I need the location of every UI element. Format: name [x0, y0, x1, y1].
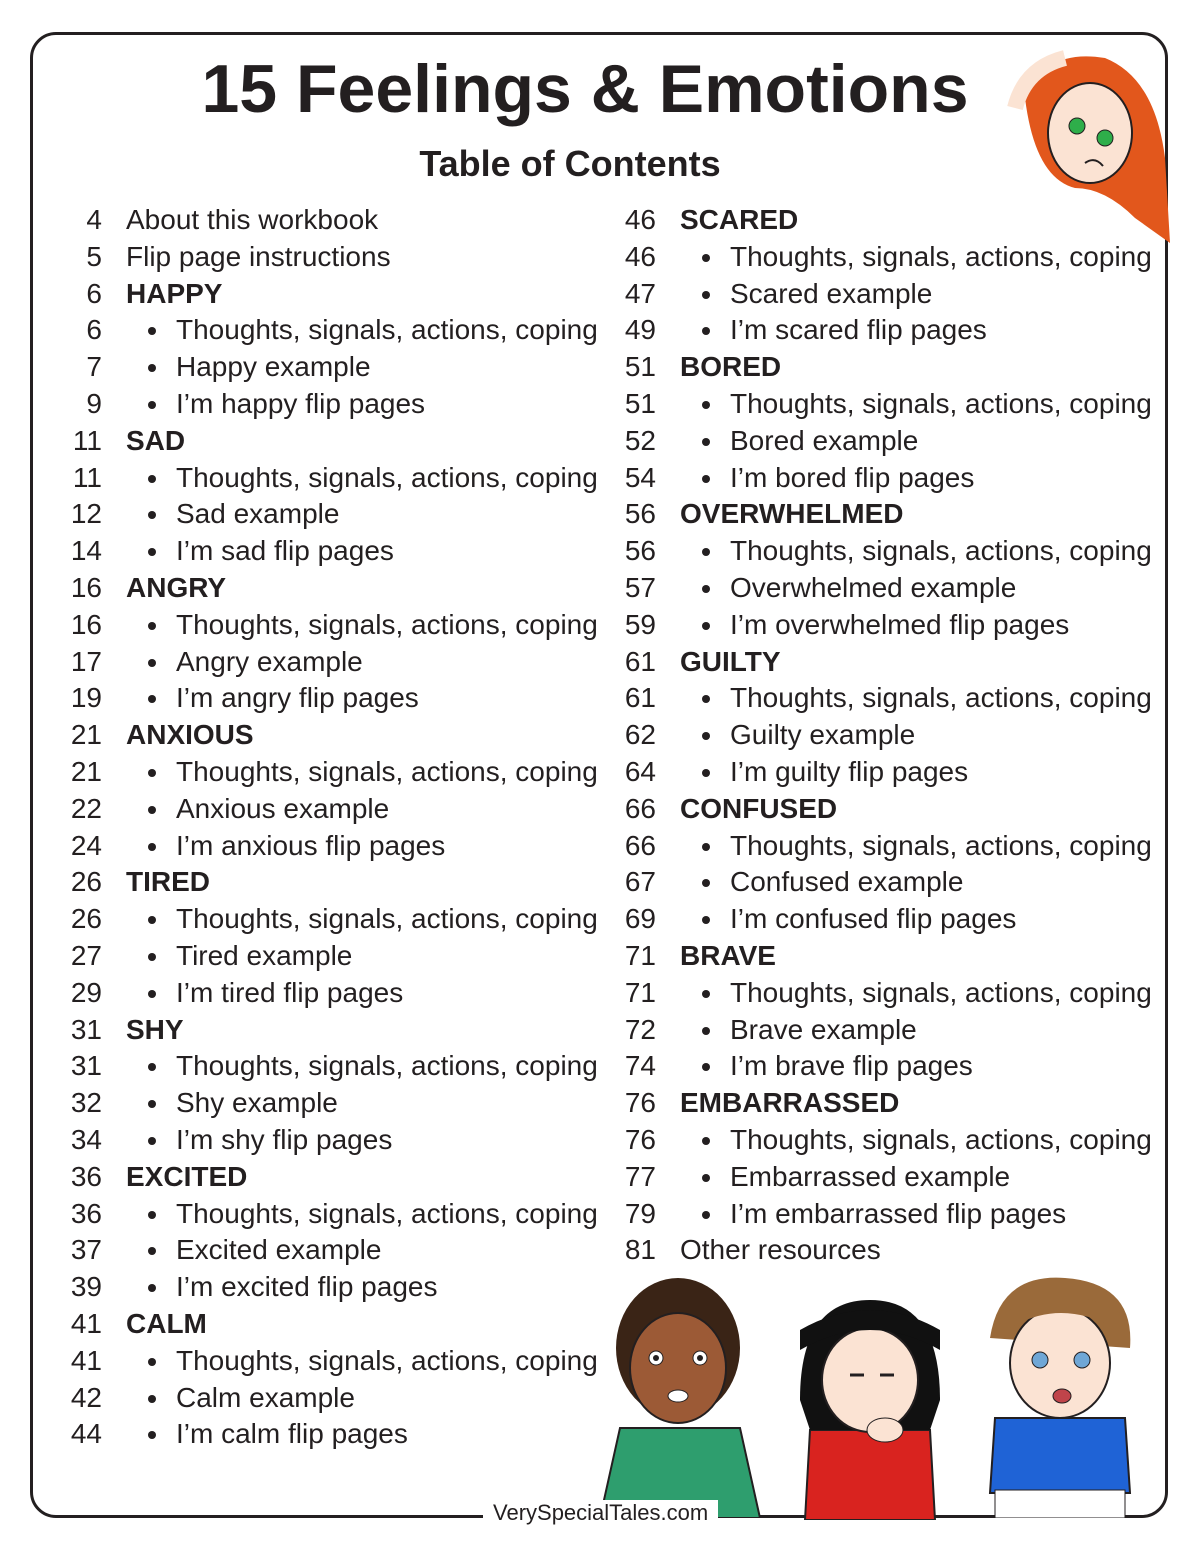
toc-page-number: 41	[70, 1307, 102, 1339]
toc-entry-label: BRAVE	[680, 939, 776, 971]
bullet-icon	[148, 990, 156, 998]
toc-page-number: 36	[70, 1197, 102, 1229]
toc-page-number: 66	[624, 829, 656, 861]
toc-page-number: 61	[624, 682, 656, 714]
toc-page-number: 9	[86, 387, 102, 419]
bullet-icon	[702, 1137, 710, 1145]
toc-page-number: 57	[624, 571, 656, 603]
toc-entry-label: ANGRY	[126, 571, 227, 603]
toc-page-number: 59	[624, 608, 656, 640]
bullet-icon	[148, 1358, 156, 1366]
scared-boy-blue-shirt-illustration	[970, 1268, 1150, 1518]
bullet-icon	[702, 1027, 710, 1035]
toc-page-number: 12	[70, 498, 102, 530]
toc-entry-label: Thoughts, signals, actions, coping	[176, 1344, 598, 1376]
toc-entry-label: Shy example	[176, 1087, 338, 1119]
toc-entry-label: I’m excited flip pages	[176, 1271, 438, 1303]
toc-page-number: 19	[70, 682, 102, 714]
toc-page-number: 6	[86, 314, 102, 346]
toc-entry-label: I’m shy flip pages	[176, 1123, 393, 1155]
bullet-icon	[702, 401, 710, 409]
bullet-icon	[702, 622, 710, 630]
toc-entry-label: Thoughts, signals, actions, coping	[176, 755, 598, 787]
toc-page-number: 22	[70, 792, 102, 824]
toc-entry-label: SHY	[126, 1013, 184, 1045]
toc-page-number: 24	[70, 829, 102, 861]
toc-entry-label: HAPPY	[126, 277, 223, 309]
toc-page-number: 66	[624, 792, 656, 824]
toc-entry-label: Scared example	[730, 277, 933, 309]
toc-entry-label: Thoughts, signals, actions, coping	[730, 682, 1152, 714]
toc-entry-label: Excited example	[176, 1234, 382, 1266]
toc-page-number: 34	[70, 1123, 102, 1155]
bullet-icon	[148, 401, 156, 409]
toc-page-number: 76	[624, 1087, 656, 1119]
bullet-icon	[148, 806, 156, 814]
toc-entry-label: Thoughts, signals, actions, coping	[176, 314, 598, 346]
page-subtitle: Table of Contents	[419, 143, 721, 184]
bullet-icon	[702, 291, 710, 299]
toc-page-number: 32	[70, 1087, 102, 1119]
toc-entry-label: I’m angry flip pages	[176, 682, 419, 714]
toc-page-number: 21	[70, 755, 102, 787]
bullet-icon	[148, 1211, 156, 1219]
toc-page-number: 47	[624, 277, 656, 309]
toc-page-number: 81	[624, 1234, 656, 1266]
toc-page-number: 67	[624, 866, 656, 898]
bullet-icon	[702, 254, 710, 262]
toc-entry-label: Thoughts, signals, actions, coping	[730, 976, 1152, 1008]
toc-entry-label: I’m confused flip pages	[730, 903, 1017, 935]
toc-entry-label: Thoughts, signals, actions, coping	[176, 461, 598, 493]
bullet-icon	[702, 769, 710, 777]
toc-entry-label: Embarrassed example	[730, 1160, 1011, 1192]
toc-entry-label: ANXIOUS	[126, 719, 254, 751]
toc-page-number: 41	[70, 1344, 102, 1376]
toc-entry-label: Thoughts, signals, actions, coping	[176, 608, 598, 640]
toc-entry-label: I’m anxious flip pages	[176, 829, 446, 861]
page-title: 15 Feelings & Emotions	[201, 51, 969, 127]
toc-entry-label: Sad example	[176, 498, 340, 530]
toc-entry-label: I’m guilty flip pages	[730, 755, 969, 787]
toc-entry-label: Thoughts, signals, actions, coping	[730, 240, 1152, 272]
toc-entry-label: Confused example	[730, 866, 964, 898]
bullet-icon	[148, 475, 156, 483]
bullet-icon	[148, 769, 156, 777]
toc-page-number: 62	[624, 719, 656, 751]
toc-page-number: 44	[70, 1418, 102, 1450]
toc-page-number: 31	[70, 1013, 102, 1045]
toc-page-number: 54	[624, 461, 656, 493]
bullet-icon	[148, 953, 156, 961]
toc-entry-label: TIRED	[126, 866, 210, 898]
thinking-girl-red-shirt-illustration	[790, 1290, 950, 1520]
toc-entry-label: Thoughts, signals, actions, coping	[730, 829, 1152, 861]
toc-page-number: 37	[70, 1234, 102, 1266]
toc-entry-label: Thoughts, signals, actions, coping	[730, 535, 1152, 567]
toc-entry-label: Thoughts, signals, actions, coping	[176, 903, 598, 935]
bullet-icon	[702, 475, 710, 483]
worried-boy-green-shirt-illustration	[590, 1268, 780, 1518]
toc-page-number: 56	[624, 535, 656, 567]
toc-page-number: 52	[624, 424, 656, 456]
toc-page-number: 61	[624, 645, 656, 677]
toc-page-number: 5	[86, 240, 102, 272]
toc-page-number: 69	[624, 903, 656, 935]
toc-entry-label: I’m sad flip pages	[176, 535, 394, 567]
toc-page-number: 46	[624, 204, 656, 235]
toc-entry-label: Calm example	[176, 1381, 355, 1413]
toc-entry-label: BORED	[680, 351, 782, 383]
toc-page-number: 31	[70, 1050, 102, 1082]
toc-entry-label: Happy example	[176, 351, 371, 383]
toc-entry-label: I’m brave flip pages	[730, 1050, 973, 1082]
bullet-icon	[702, 990, 710, 998]
toc-entry-label: Thoughts, signals, actions, coping	[730, 1123, 1152, 1155]
toc-page-number: 51	[624, 387, 656, 419]
toc-page-number: 26	[70, 903, 102, 935]
bullet-icon	[702, 1174, 710, 1182]
toc-entry-label: About this workbook	[126, 204, 379, 235]
footer-website: VerySpecialTales.com	[483, 1500, 718, 1526]
toc-entry-label: Other resources	[680, 1234, 881, 1266]
toc-page-number: 7	[86, 351, 102, 383]
toc-page-number: 11	[72, 424, 102, 456]
toc-page-number: 79	[624, 1197, 656, 1229]
toc-page-number: 71	[624, 976, 656, 1008]
toc-page-number: 56	[624, 498, 656, 530]
bullet-icon	[148, 1137, 156, 1145]
bullet-icon	[702, 843, 710, 851]
toc-entry-label: Anxious example	[176, 792, 390, 824]
toc-page-number: 26	[70, 866, 102, 898]
toc-entry-label: Tired example	[176, 939, 353, 971]
bullet-icon	[148, 1395, 156, 1403]
toc-page-number: 29	[70, 976, 102, 1008]
toc-entry-label: Overwhelmed example	[730, 571, 1017, 603]
toc-page-number: 17	[70, 645, 102, 677]
bullet-icon	[148, 659, 156, 667]
toc-entry-label: I’m scared flip pages	[730, 314, 987, 346]
toc-entry-label: SCARED	[680, 204, 799, 235]
toc-entry-label: OVERWHELMED	[680, 498, 904, 530]
bullet-icon	[148, 843, 156, 851]
toc-page-number: 39	[70, 1271, 102, 1303]
bullet-icon	[702, 1211, 710, 1219]
toc-page-number: 11	[72, 461, 102, 493]
toc-page-number: 76	[624, 1123, 656, 1155]
toc-entry-label: SAD	[126, 424, 186, 456]
toc-entry-label: Thoughts, signals, actions, coping	[176, 1050, 598, 1082]
worried-girl-illustration	[1005, 38, 1175, 248]
toc-page-number: 71	[624, 939, 656, 971]
toc-entry-label: Brave example	[730, 1013, 917, 1045]
toc-entry-label: CONFUSED	[680, 792, 838, 824]
toc-entry-label: Angry example	[176, 645, 363, 677]
toc-page-number: 42	[70, 1381, 102, 1413]
toc-page-number: 14	[70, 535, 102, 567]
toc-entry-label: Thoughts, signals, actions, coping	[176, 1197, 598, 1229]
toc-entry-label: CALM	[126, 1307, 207, 1339]
bullet-icon	[702, 585, 710, 593]
toc-entry-label: I’m overwhelmed flip pages	[730, 608, 1070, 640]
toc-entry-label: I’m embarrassed flip pages	[730, 1197, 1067, 1229]
toc-page-number: 51	[624, 351, 656, 383]
toc-entry-label: EMBARRASSED	[680, 1087, 900, 1119]
toc-entry-label: Guilty example	[730, 719, 916, 751]
bullet-icon	[702, 438, 710, 446]
toc-entry-label: Thoughts, signals, actions, coping	[730, 387, 1152, 419]
toc-entry-label: I’m tired flip pages	[176, 976, 404, 1008]
toc-page-number: 72	[624, 1013, 656, 1045]
toc-page-number: 4	[86, 204, 102, 235]
toc-entry-label: I’m calm flip pages	[176, 1418, 408, 1450]
toc-page-number: 77	[624, 1160, 656, 1192]
toc-page-number: 16	[70, 608, 102, 640]
toc-page-number: 27	[70, 939, 102, 971]
toc-page-number: 6	[86, 277, 102, 309]
toc-page-number: 16	[70, 571, 102, 603]
toc-entry-label: GUILTY	[680, 645, 781, 677]
toc-entry-label: EXCITED	[126, 1160, 248, 1192]
toc-page-number: 74	[624, 1050, 656, 1082]
toc-page-number: 46	[624, 240, 656, 272]
toc-page-number: 36	[70, 1160, 102, 1192]
toc-entry-label: Bored example	[730, 424, 919, 456]
toc-page-number: 49	[624, 314, 656, 346]
bullet-icon	[148, 622, 156, 630]
toc-page-number: 21	[70, 719, 102, 751]
toc-entry-label: I’m happy flip pages	[176, 387, 426, 419]
toc-entry-label: I’m bored flip pages	[730, 461, 975, 493]
toc-entry-label: Flip page instructions	[126, 240, 391, 272]
toc-page-number: 64	[624, 755, 656, 787]
